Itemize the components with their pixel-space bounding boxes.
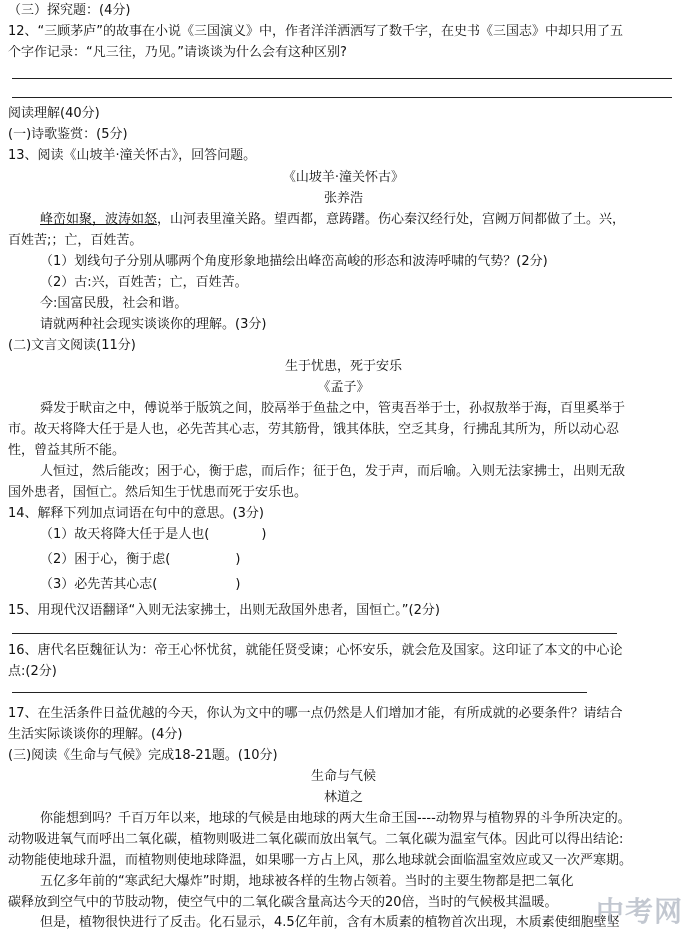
classical-heading: (二)文言文阅读(11分)	[8, 338, 136, 353]
poem-author: 张养浩	[323, 191, 363, 206]
question-13-intro: 13、阅读《山坡羊·潼关怀古》，回答问题。	[8, 148, 257, 163]
poem-line-1-rest: ，山河表里潼关路。望西都，意踌躇。伤心秦汉经行处，宫阙万间都做了土。兴，	[157, 212, 626, 227]
passage-3-para-3-line-1: 但是，植物很快进行了反击。化石显示，4.5亿年前，含有木质素的植物首次出现，木质素使细胞壁坚	[40, 915, 620, 930]
passage-3-para-2-line-2: 碳释放到空气中的节肢动物，使空气中的二氧化碳含量高达今天的20倍，当时的气候极其温暖。	[8, 895, 558, 910]
answer-line	[12, 78, 672, 79]
question-14-1: （1）故天将降大任于是人也( )	[40, 527, 267, 542]
passage-3-author: 林道之	[323, 790, 363, 805]
question-13-2b: 今:国富民殷，社会和谐。	[40, 296, 188, 311]
watermark-logo: 中考网	[595, 895, 683, 928]
underlined-phrase: 峰峦如聚，波涛如怒	[40, 212, 158, 227]
passage-3-para-2-line-1: 五亿多年前的“寒武纪大爆炸”时期，地球被各样的生物占领着。当时的主要生物都是把二氧化	[40, 874, 574, 889]
section-explore-heading: （三）探究题：(4分)	[8, 3, 131, 18]
reading-section-heading: 阅读理解(40分)	[8, 106, 100, 121]
classical-para-2-line-1: 人恒过，然后能改；困于心，衡于虑，而后作；征于色，发于声，而后喻。入则无法家拂士，出则无敌	[40, 464, 626, 479]
question-16-line-1: 16、唐代名臣魏征认为：帝王心怀忧贫，就能任贤受谏；心怀安乐，就会危及国家。这印证了本文的中心论	[8, 643, 623, 658]
answer-line	[12, 692, 587, 693]
passage-3-para-1-line-3: 动物能使地球升温，而植物则使地球降温，如果哪一方占上风，那么地球就会面临温室效应或又一次严寒期。	[8, 853, 633, 868]
passage-3-title: 生命与气候	[310, 769, 376, 784]
question-17-line-2: 生活实际谈谈你的理解。(4分)	[8, 727, 183, 742]
poem-title: 《山坡羊·潼关怀古》	[282, 170, 405, 185]
classical-title: 生于忧患，死于安乐	[284, 359, 402, 374]
question-12-line-1: 12、“三顾茅庐”的故事在小说《三国演义》中，作者洋洋洒洒写了数千字，在史书《三国志》中却只用了五	[8, 24, 624, 39]
poetry-heading: (一)诗歌鉴赏：(5分)	[8, 127, 128, 142]
question-13-2c: 请就两种社会现实谈谈你的理解。(3分)	[40, 317, 267, 332]
classical-source: 《孟子》	[317, 380, 370, 395]
answer-line	[12, 633, 617, 634]
passage-3-heading: (三)阅读《生命与气候》完成18-21题。(10分)	[8, 748, 278, 763]
question-14: 14、解释下列加点词语在句中的意思。(3分)	[8, 506, 264, 521]
question-13-2a: （2）古:兴，百姓苦；亡，百姓苦。	[40, 275, 248, 290]
passage-3-para-1-line-2: 动物吸进氧气而呼出二氧化碳，植物则吸进二氧化碳而放出氧气。二氧化碳为温室气体。因此可以得出结论:	[8, 832, 624, 847]
classical-para-1-line-3: 性，曾益其所不能。	[8, 443, 126, 458]
question-14-2: （2）困于心，衡于虑( )	[40, 552, 241, 567]
question-17-line-1: 17、在生活条件日益优越的今天，你认为文中的哪一点仍然是人们增加才能，有所成就的必要条件？请结合	[8, 706, 623, 721]
question-14-3: （3）必先苦其心志( )	[40, 577, 241, 592]
poem-line-1	[40, 209, 625, 230]
question-16-line-2: 点:(2分)	[8, 664, 57, 679]
poem-line-2: 百姓苦;；亡，百姓苦。	[8, 233, 143, 248]
passage-3-para-1-line-1: 你能想到吗？千百万年以来，地球的气候是由地球的两大生命王国----动物界与植物界的斗争所决定的。	[40, 811, 631, 826]
classical-para-2-line-2: 国外患者，国恒亡。然后知生于忧患而死于安乐也。	[8, 485, 308, 500]
question-15: 15、用现代汉语翻译“入则无法家拂士，出则无敌国外患者，国恒亡。”(2分)	[8, 603, 440, 618]
question-12-line-2: 个字作记录：“凡三往，乃见。”请谈谈为什么会有这种区别?	[8, 45, 347, 60]
question-13-1: （1）划线句子分别从哪两个角度形象地描绘出峰峦高峻的形态和波涛呼啸的气势？(2分)	[40, 254, 548, 269]
answer-line	[12, 97, 672, 98]
classical-para-1-line-2: 市。故天将降大任于是人也，必先苦其心志，劳其筋骨，饿其体肤，空乏其身，行拂乱其所为，所以动心忍	[8, 422, 620, 437]
classical-para-1-line-1: 舜发于畎亩之中，傅说举于版筑之间，胶鬲举于鱼盐之中，管夷吾举于士，孙叔敖举于海，百里奚举于	[40, 401, 626, 416]
